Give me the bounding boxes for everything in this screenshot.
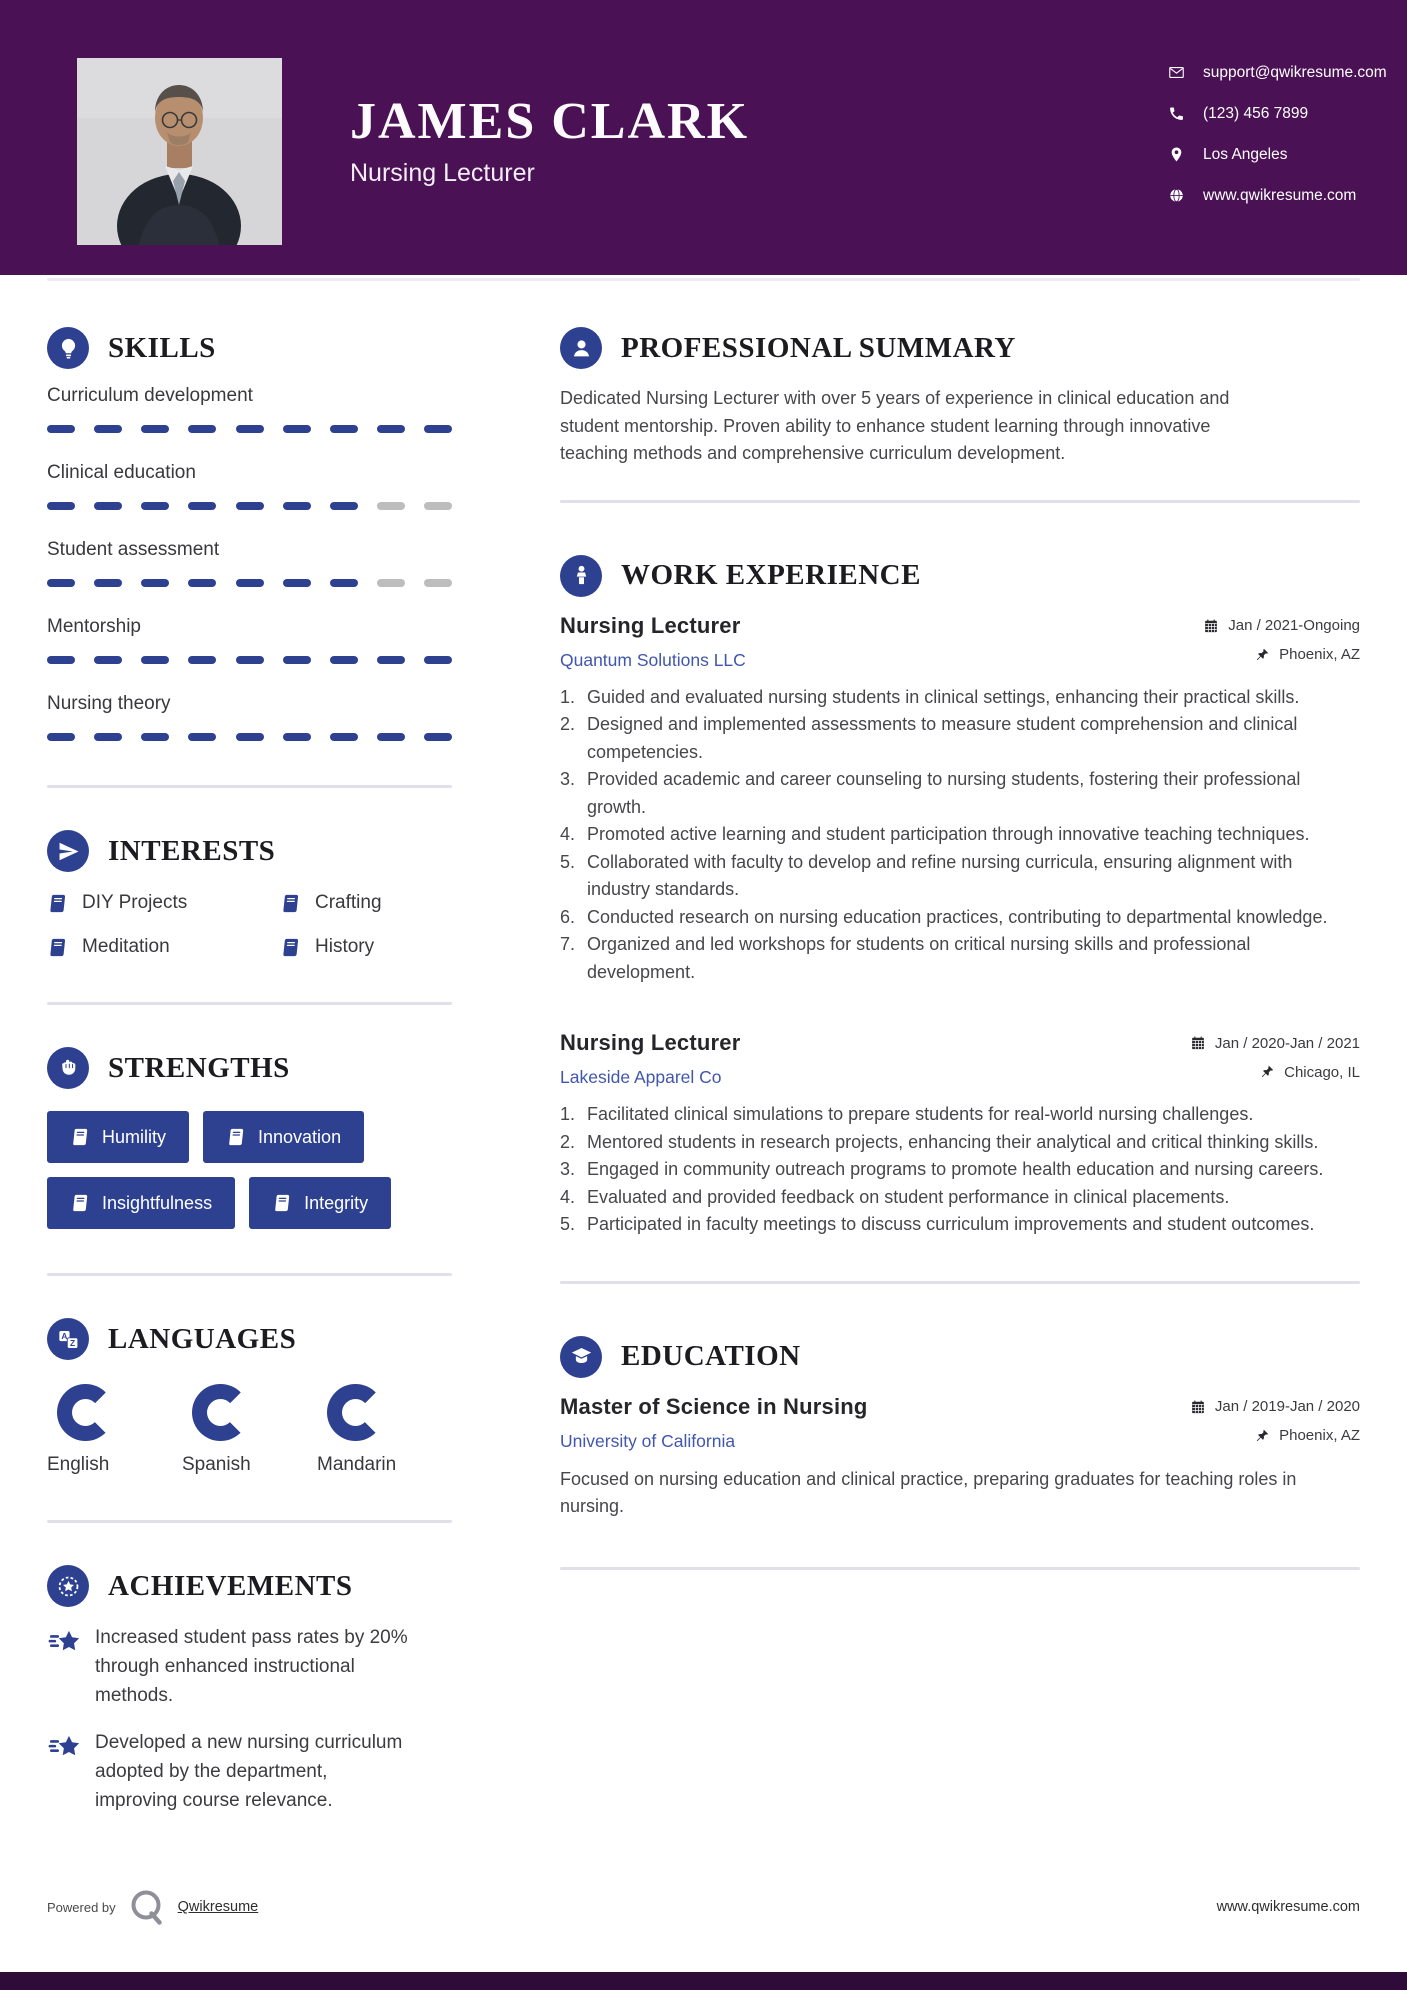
job-entry (560, 1030, 1360, 1239)
left-column (47, 327, 452, 1815)
job-entry (560, 613, 1360, 987)
interest-label: Crafting (315, 892, 382, 913)
skill-level-dash (94, 502, 122, 510)
experience-heading: WORK EXPERIENCE (621, 559, 921, 591)
section-divider (47, 1002, 452, 1005)
language-level-donut (57, 1384, 114, 1441)
contact-location-text: Los Angeles (1203, 145, 1288, 163)
education-heading: EDUCATION (621, 1340, 801, 1372)
skill-level-dash (236, 733, 264, 741)
skill-level-dash (47, 425, 75, 433)
skill-level-dash (283, 733, 311, 741)
job-bullet: Facilitated clinical simulations to prepare students for real-world nursing challenges. (587, 1104, 1254, 1124)
skill-level-dash (236, 425, 264, 433)
education-date: Jan / 2019-Jan / 2020 (1190, 1398, 1360, 1415)
svg-text:A: A (60, 1330, 67, 1341)
skill-level-dash (47, 579, 75, 587)
interests-heading: INTERESTS (108, 834, 276, 867)
book-icon (279, 893, 302, 914)
section-strengths (47, 1047, 452, 1229)
contact-phone[interactable] (1168, 93, 1387, 134)
language-label: Mandarin (317, 1454, 397, 1475)
job-bullet: Mentored students in research projects, enhancing their analytical and critical thinking skills. (587, 1131, 1319, 1152)
skill-label: Student assessment (47, 539, 220, 560)
education-description: Focused on nursing education and clinical practice, preparing graduates for teaching roles in nursing. (560, 1468, 1297, 1516)
interests-list (47, 892, 452, 958)
skill-level-dash (377, 425, 405, 433)
job-location: Chicago, IL (1259, 1064, 1360, 1081)
skill-label: Mentorship (47, 616, 141, 637)
strength-chip (47, 1111, 189, 1163)
skill-level-dash (424, 656, 452, 664)
language-label: Spanish (182, 1454, 251, 1475)
section-divider (47, 1520, 452, 1523)
summary-heading: PROFESSIONAL SUMMARY (621, 331, 1016, 364)
section-divider (560, 1567, 1360, 1570)
calendar-icon (1203, 618, 1219, 634)
company-link[interactable]: Lakeside Apparel Co (560, 1067, 722, 1087)
skill-level-dash (236, 502, 264, 510)
book-icon (69, 1127, 91, 1147)
contact-block (1168, 52, 1387, 216)
calendar-icon (1190, 1399, 1206, 1415)
powered-by-label: Powered by (47, 1899, 116, 1915)
achievement-text: Increased student pass rates by 20% through enhanced instructional methods. (95, 1627, 408, 1706)
job-title: Nursing Lecturer (560, 612, 741, 638)
right-column (560, 327, 1360, 1815)
language-item (317, 1384, 452, 1476)
strength-label: Insightfulness (102, 1192, 213, 1213)
skill-level-dash (236, 579, 264, 587)
skill-level-dash (424, 425, 452, 433)
contact-website[interactable] (1168, 175, 1387, 216)
footer (47, 1886, 1360, 1928)
interest-item (280, 936, 452, 958)
skill-level-dash (47, 656, 75, 664)
book-icon (225, 1127, 247, 1147)
company-link[interactable]: Quantum Solutions LLC (560, 649, 746, 670)
skill-level-dash (377, 733, 405, 741)
lecturer-icon (560, 555, 602, 597)
job-bullet: Collaborated with faculty to develop and refine nursing curricula, ensuring alignment with industry standards. (587, 851, 1293, 899)
skill-row (47, 539, 452, 587)
achievement-item (47, 1623, 452, 1710)
bottom-accent-bar (0, 1972, 1407, 1990)
footer-website-link[interactable]: www.qwikresume.com (1216, 1899, 1360, 1915)
skill-level-dash (377, 656, 405, 664)
skill-level-dash (236, 656, 264, 664)
skill-level-dash (141, 733, 169, 741)
summary-text: Dedicated Nursing Lecturer with over 5 years of experience in clinical education and student mentorship. Proven ability to enhance student learning through innovative teaching methods and comprehensive curriculum development. (560, 388, 1230, 463)
skill-row (47, 462, 452, 510)
skill-level-dash (330, 733, 358, 741)
email-icon (1168, 64, 1185, 81)
skill-level-dash (377, 502, 405, 510)
skill-level-dash (424, 502, 452, 510)
strength-label: Innovation (258, 1126, 342, 1147)
skill-level-dash (330, 579, 358, 587)
skill-level-dash (188, 425, 216, 433)
languages-heading: LANGUAGES (108, 1322, 297, 1355)
pushpin-icon (1259, 1064, 1275, 1080)
skill-bar (47, 656, 452, 664)
language-label: English (47, 1454, 110, 1475)
strength-label: Humility (102, 1126, 167, 1147)
skill-bar (47, 733, 452, 741)
phone-icon (1168, 105, 1185, 122)
pushpin-icon (1254, 647, 1270, 663)
resume-body (0, 281, 1407, 1815)
job-location: Phoenix, AZ (1254, 646, 1360, 663)
skill-level-dash (188, 502, 216, 510)
section-interests (47, 830, 452, 958)
header-band (0, 0, 1407, 275)
job-bullet: Designed and implemented assessments to measure student comprehension and clinical competencies. (587, 714, 1298, 762)
interest-label: Meditation (82, 936, 170, 957)
skill-label: Nursing theory (47, 693, 171, 714)
book-icon (69, 1193, 91, 1213)
award-badge-icon (47, 1565, 89, 1607)
strength-chip (249, 1177, 391, 1229)
job-bullet: Evaluated and provided feedback on student performance in clinical placements. (587, 1186, 1230, 1207)
strengths-list (47, 1111, 452, 1229)
skill-label: Clinical education (47, 462, 196, 483)
job-date: Jan / 2021-Ongoing (1203, 617, 1360, 634)
book-icon (46, 893, 69, 914)
job-title: Nursing Lecturer (560, 1030, 741, 1055)
skill-bar (47, 425, 452, 433)
calendar-icon (1190, 1035, 1206, 1051)
contact-location (1168, 134, 1387, 175)
skill-level-dash (141, 656, 169, 664)
skill-level-dash (283, 502, 311, 510)
contact-email[interactable] (1168, 52, 1387, 93)
skill-level-dash (94, 733, 122, 741)
skill-level-dash (94, 425, 122, 433)
skill-level-dash (424, 579, 452, 587)
section-languages (47, 1318, 452, 1476)
achievements-list (47, 1623, 452, 1815)
skill-label: Curriculum development (47, 385, 253, 406)
portrait-photo (77, 58, 282, 245)
paper-plane-icon (47, 830, 89, 872)
language-level-donut (327, 1384, 384, 1441)
education-location: Phoenix, AZ (1254, 1427, 1360, 1444)
book-icon (46, 937, 69, 958)
languages-list (47, 1384, 452, 1476)
section-divider (47, 785, 452, 788)
fist-icon (47, 1047, 89, 1089)
contact-phone-text: (123) 456 7899 (1203, 104, 1309, 122)
skill-level-dash (94, 579, 122, 587)
skill-level-dash (94, 656, 122, 664)
language-item (182, 1384, 317, 1476)
section-education (560, 1336, 1360, 1521)
job-bullet: Promoted active learning and student participation through innovative teaching techniques. (587, 824, 1310, 844)
achievement-text: Developed a new nursing curriculum adopted by the department, improving course relevance. (95, 1732, 403, 1811)
skill-level-dash (330, 656, 358, 664)
section-summary (560, 327, 1360, 468)
skill-row (47, 385, 452, 433)
skill-level-dash (283, 425, 311, 433)
skill-level-dash (141, 579, 169, 587)
skill-level-dash (47, 733, 75, 741)
skill-row (47, 693, 452, 741)
qwikresume-brand-link[interactable]: Qwikresume (177, 1899, 259, 1915)
skill-level-dash (330, 425, 358, 433)
job-bullet: Guided and evaluated nursing students in clinical settings, enhancing their practical skills. (587, 686, 1300, 707)
interest-label: History (315, 936, 375, 957)
jobs-list (560, 613, 1360, 1239)
contact-email-text: support@qwikresume.com (1203, 63, 1387, 81)
svg-text:Z: Z (69, 1337, 75, 1348)
strength-label: Integrity (304, 1192, 369, 1213)
qwikresume-logo-icon (128, 1886, 166, 1928)
strengths-heading: STRENGTHS (108, 1051, 290, 1084)
job-bullet: Provided academic and career counseling to nursing students, fostering their professional growth. (587, 769, 1301, 817)
skill-level-dash (141, 502, 169, 510)
job-bullet: Organized and led workshops for students on critical nursing skills and professional development. (587, 934, 1251, 982)
section-divider (560, 500, 1360, 503)
contact-website-text: www.qwikresume.com (1203, 186, 1357, 204)
job-bullets (560, 1101, 1330, 1239)
skill-level-dash (47, 502, 75, 510)
skill-level-dash (424, 733, 452, 741)
globe-icon (1168, 187, 1185, 204)
job-bullet: Engaged in community outreach programs to promote health education and nursing careers. (587, 1159, 1324, 1179)
skill-level-dash (141, 425, 169, 433)
interest-item (47, 892, 280, 914)
section-experience (560, 555, 1360, 1239)
skill-level-dash (330, 502, 358, 510)
book-icon (279, 937, 302, 958)
pushpin-icon (1254, 1428, 1270, 1444)
interest-item (47, 936, 280, 958)
language-item (47, 1384, 182, 1476)
degree-title: Master of Science in Nursing (560, 1393, 868, 1419)
book-icon (271, 1193, 293, 1213)
shooting-star-icon (47, 1623, 85, 1710)
skill-level-dash (188, 733, 216, 741)
skill-level-dash (188, 579, 216, 587)
job-bullets (560, 684, 1330, 987)
language-level-donut (192, 1384, 249, 1441)
person-icon (560, 327, 602, 369)
lightbulb-icon (47, 327, 89, 369)
location-icon (1168, 146, 1185, 163)
skill-level-dash (283, 656, 311, 664)
achievements-heading: ACHIEVEMENTS (108, 1569, 353, 1602)
skill-level-dash (283, 579, 311, 587)
school-link[interactable]: University of California (560, 1430, 736, 1451)
skill-bar (47, 579, 452, 587)
skills-list (47, 385, 452, 741)
person-name: JAMES CLARK (350, 93, 750, 150)
achievement-item (47, 1728, 452, 1815)
section-achievements (47, 1565, 452, 1815)
interest-label: DIY Projects (82, 892, 188, 913)
shooting-star-icon (47, 1728, 85, 1815)
skill-level-dash (377, 579, 405, 587)
section-skills (47, 327, 452, 741)
portrait-illustration (77, 58, 282, 245)
graduate-icon (560, 1336, 602, 1378)
interest-item (280, 892, 452, 914)
job-bullet: Participated in faculty meetings to discuss curriculum improvements and student outcomes. (587, 1214, 1315, 1234)
section-divider (560, 1281, 1360, 1284)
skill-row (47, 616, 452, 664)
skill-level-dash (188, 656, 216, 664)
job-date: Jan / 2020-Jan / 2021 (1190, 1035, 1360, 1052)
skill-bar (47, 502, 452, 510)
skills-heading: SKILLS (108, 331, 216, 364)
strength-chip (47, 1177, 235, 1229)
translate-icon (47, 1318, 89, 1360)
job-bullet: Conducted research on nursing education practices, contributing to departmental knowledge. (587, 906, 1328, 927)
person-role: Nursing Lecturer (350, 159, 535, 187)
strength-chip (203, 1111, 364, 1163)
section-divider (47, 1273, 452, 1276)
